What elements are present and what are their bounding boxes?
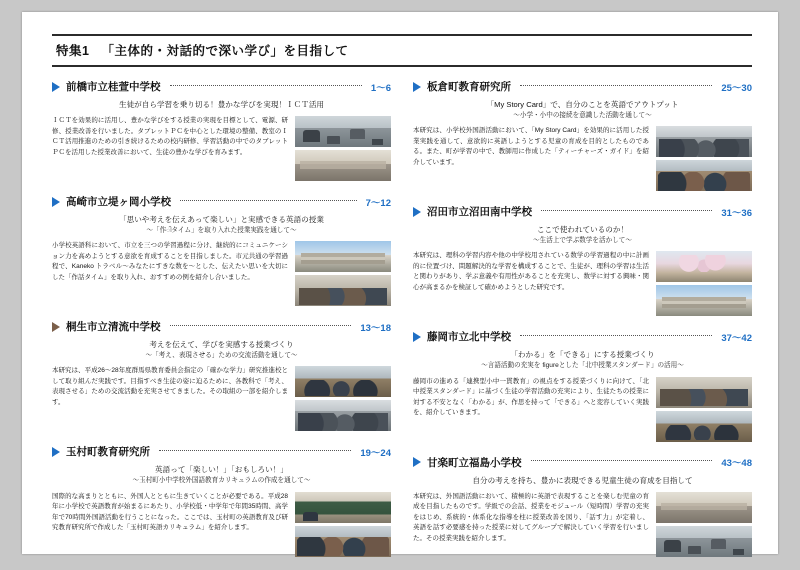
entry-header	[52, 319, 391, 334]
leader-dots	[520, 335, 712, 336]
school-name: 高崎市立堤ヶ岡小学校	[66, 196, 171, 208]
triangle-bullet-icon	[52, 82, 60, 92]
entry-lead: 自分の考えを持ち、豊かに表現できる児童生徒の育成を目指して	[472, 475, 693, 485]
photo-group-work	[656, 377, 752, 408]
photo-classroom	[295, 116, 391, 147]
entry-photos	[295, 366, 391, 431]
photo-desk	[295, 150, 391, 181]
feature-number: 特集1	[56, 44, 90, 58]
entry-header	[413, 79, 752, 94]
photo-cherry-blossom	[656, 251, 752, 282]
right-column	[413, 79, 752, 570]
school-name: 前橋市立桂萱中学校	[66, 81, 161, 93]
document-page	[22, 12, 778, 554]
entry-body-row	[413, 377, 752, 442]
page-content	[52, 34, 752, 542]
entry-body-row	[413, 492, 752, 557]
photo-lesson	[295, 400, 391, 431]
entry-photos	[656, 126, 752, 191]
entry-lead: 考えを伝えて、学びを実感する授業づくり	[149, 340, 294, 350]
entry-lead: 「My Story Card」で、自分のことを英語でアウトプット	[486, 100, 679, 109]
photo-lesson	[656, 126, 752, 157]
entry-body-row	[52, 241, 391, 306]
entry-sub: 〜玉村町小中学校外国語教育カリキュラムの作成を通して〜	[132, 477, 311, 485]
entry-sub: 〜小学・小中の接続を意識した活動を通して〜	[513, 112, 652, 119]
page-range: 31〜36	[721, 207, 752, 219]
entry-body-row	[52, 492, 391, 557]
triangle-bullet-icon	[52, 322, 60, 332]
entry-sub: 〜言語活動の充実を figureとした「北中授業スタンダード」の活用〜	[481, 362, 684, 370]
entry-photos	[295, 116, 391, 181]
entry-lead: 「思いや考えを伝えあって楽しい」と実感できる英語の授業	[119, 215, 324, 224]
entry-lead: ここで使われているのか！	[536, 225, 629, 235]
triangle-bullet-icon	[52, 447, 60, 457]
photo-children	[656, 160, 752, 191]
left-column	[52, 79, 391, 570]
leader-dots	[531, 460, 713, 461]
triangle-bullet-icon	[413, 82, 421, 92]
entry-sub: 〜生活上で学ぶ数学を活かして〜	[533, 237, 632, 245]
entry-body: 本研究は、平成26〜28年度群馬県教育委員会指定の「確かな学力」研究推進校として取り組んだ実践です。目指すべき生徒の姿に迫るために、各教科で「考え、表現させる」ための交流活動を充実させてきました。その取組の一部を紹介します。	[52, 367, 288, 406]
entry-photos	[656, 377, 752, 442]
page-range: 7〜12	[365, 197, 391, 209]
photo-blackboard	[295, 492, 391, 523]
photo-group-work	[295, 275, 391, 306]
page-title: 「主体的・対話的で深い学び」を目指して	[101, 44, 349, 58]
entry-body-row	[413, 126, 752, 191]
school-name: 甘楽町立福島小学校	[427, 456, 522, 469]
entry-body: 本研究は、理科の学習内容や他の中学校用されている数学の学習過程の中に計画的に位置づけ、問題解決的な学習を構成することで、生徒が、理科の学習は生活と関わりがあり、学ぶ意義や有用性があることを充実し、数学に対する興味・関心が高まるかを検証して確かめようとした研究です。	[413, 252, 649, 291]
entry-body: ＩＣＴを効果的に活用し、豊かな学びをする授業の実現を目標として、電源、研修、授業改善を行いました。タブレットＰＣを中心とした環境の整備、教室のＩＣＴ活用推進のための引き続けるための校内研修、学習活動の中でのタブレットＰＣを活用した授業改善において、生徒の豊かな学びを育みます。	[52, 117, 288, 156]
columns-container	[52, 79, 752, 570]
page-range: 25〜30	[721, 82, 752, 94]
page-range: 43〜48	[721, 458, 752, 470]
entry-header	[413, 329, 752, 344]
photo-school-building	[295, 241, 391, 272]
triangle-bullet-icon	[413, 457, 421, 467]
triangle-bullet-icon	[52, 197, 60, 207]
entry-sub: 〜「作ါタイム」を取り入れた授業実践を通して〜	[146, 227, 297, 234]
page-range: 1〜6	[370, 82, 391, 94]
page-range: 37〜42	[721, 332, 752, 344]
school-name: 桐生市立清流中学校	[66, 321, 161, 334]
entry-itakura-kenkyujo	[413, 79, 752, 191]
entry-body: 藤岡市の進める「連携型小中一貫教育」の視点をする授業づくりに向けて、「北中授業スタンダード」に基づく生徒の学習活動の充実により、生徒たちの授業に対する不安となく「わかる」が、作思を持って「できる」へと変容していく実践を、紹介していきます。	[413, 377, 649, 417]
entry-kanra-fukushima	[413, 455, 752, 557]
leader-dots	[170, 85, 362, 86]
entry-body: 本研究は、小学校外国語活動において、「My Story Card」を効果的に活用した授業実践を通して、意欲的に英語しようとする児童の育成を目的としたものである。また、町が学習の中で、教師用に作成した「ティーチャーズ・ガイド」を紹介しています。	[413, 127, 649, 166]
photo-classroom	[656, 526, 752, 557]
school-name: 沼田市立沼田南中学校	[427, 206, 532, 219]
entry-maebashi-kaigaya	[52, 79, 391, 181]
entry-body: 本研究は、外国語活動において、積極的に英語で表現することを楽しむ児童の育成を目指したものです。学級での会話、授業をモジュール（短時間）学習の充実をはじめ、系統的・体系化な指導を柱に授業改善を図り、「話す力」が定着し、英語を話す必要感を持った授業に対してグループで解決していく学習を行いました。その授業実践を紹介します。	[413, 492, 649, 542]
entry-header	[52, 444, 391, 459]
entry-photos	[656, 251, 752, 316]
entry-body-row	[413, 251, 752, 316]
entry-lead: 生徒が自ら学習を乗り切る！豊かな学びを実現！ＩＣＴ活用	[118, 100, 325, 109]
page-range: 19〜24	[360, 447, 391, 459]
entry-body: 小学校英語科において、市立を三つの学習過程に分け、継続的にコミュニケーション力を高めようとする意欲を育成することを目指しました。市元共通の学習過程で、Kaneko トラベル〜みなたにすきな数を〜とした、伝えたい思いを大切にした「作話タイム」を取り入れ、おすすめの例を紹介し合いました。	[52, 242, 288, 281]
photo-desk	[656, 492, 752, 523]
entry-tamamura-kenkyujo	[52, 444, 391, 556]
leader-dots	[180, 200, 357, 201]
entry-body: 国際的な高まりとともに、外国人とともに生きていくことが必要である。平成28年に小学校で英語教育が始まるにあたり、小学校低・中学年で年間35時間、高学年で70時間外国語活動を行うことになった。ここでは、玉村町の英語教育及び研究教育研究所で作成した「玉村町英語カリキュラム」を紹介します。	[52, 492, 288, 532]
entry-body-row	[52, 366, 391, 431]
page-header	[52, 34, 752, 67]
entry-photos	[656, 492, 752, 557]
entry-photos	[295, 492, 391, 557]
photo-gym	[295, 366, 391, 397]
photo-school-building	[656, 285, 752, 316]
photo-gym	[656, 411, 752, 442]
entry-lead: 英語って「楽しい！」「おもしろい！」	[155, 465, 288, 475]
entry-numata-minami	[413, 204, 752, 316]
entry-header	[413, 204, 752, 219]
school-name: 藤岡市立北中学校	[427, 331, 511, 344]
photo-children	[295, 526, 391, 557]
leader-dots	[541, 210, 712, 211]
leader-dots	[170, 325, 352, 326]
entry-header	[413, 455, 752, 470]
entry-sub: 〜「考え、表現させる」ための交流活動を通して〜	[145, 352, 298, 360]
triangle-bullet-icon	[413, 332, 421, 342]
page-range: 13〜18	[360, 322, 391, 334]
entry-lead: 「わかる」を「できる」にする授業づくり	[510, 350, 655, 360]
entry-fujioka-kita	[413, 329, 752, 441]
leader-dots	[159, 450, 351, 451]
entry-takasaki-tsutsumigaoka	[52, 194, 391, 306]
school-name: 玉村町教育研究所	[66, 446, 150, 459]
entry-body-row	[52, 116, 391, 181]
entry-photos	[295, 241, 391, 306]
entry-kiryu-seiryu	[52, 319, 391, 431]
entry-header	[52, 194, 391, 209]
leader-dots	[520, 85, 712, 86]
school-name: 板倉町教育研究所	[427, 81, 511, 93]
triangle-bullet-icon	[413, 207, 421, 217]
entry-header	[52, 79, 391, 94]
